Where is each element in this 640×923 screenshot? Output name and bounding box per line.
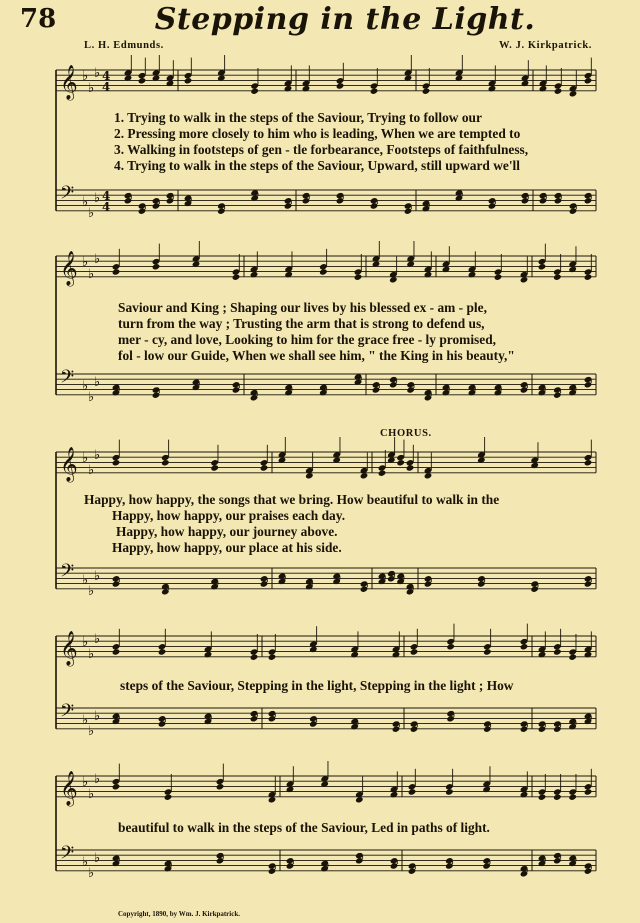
flat-icon: ♭ bbox=[94, 448, 101, 463]
refrain-line-1: steps of the Saviour, Stepping in the light, Stepping in the light ; How bbox=[120, 678, 514, 693]
flat-icon: ♭ bbox=[88, 206, 95, 221]
system-1-bass-staff bbox=[56, 183, 596, 221]
flat-icon: ♭ bbox=[82, 713, 89, 728]
flat-icon: ♭ bbox=[82, 379, 89, 394]
flat-icon: ♭ bbox=[94, 709, 101, 724]
system-2-treble-staff bbox=[56, 251, 596, 287]
verse-3-line-2: mer - cy, and love, Looking to him for the grace free - ly promised, bbox=[118, 332, 496, 347]
treble-clef-icon: 𝄞 bbox=[60, 447, 78, 482]
flat-icon: ♭ bbox=[94, 632, 101, 647]
time-signature-top: 4 bbox=[102, 189, 111, 203]
chorus-line-3: Happy, how happy, our journey above. bbox=[116, 524, 338, 539]
chorus-line-4: Happy, how happy, our place at his side. bbox=[112, 540, 342, 555]
flat-icon: ♭ bbox=[88, 647, 95, 662]
system-4-bass-staff bbox=[56, 701, 596, 739]
flat-icon: ♭ bbox=[88, 866, 95, 881]
page-number: 78 bbox=[20, 4, 57, 34]
verse-1-line-1: 1. Trying to walk in the steps of the Saviour, Trying to follow our bbox=[114, 110, 482, 125]
flat-icon: ♭ bbox=[82, 855, 89, 870]
verse-1-line-2: Saviour and King ; Shaping our lives by his blessed ex - am - ple, bbox=[118, 300, 487, 315]
flat-icon: ♭ bbox=[88, 787, 95, 802]
verse-3-line-1: 3. Walking in footsteps of gen - tle forbearance, Footsteps of faithfulness, bbox=[114, 142, 529, 157]
composer-credit: W. J. Kirkpatrick. bbox=[499, 40, 592, 51]
system-1-treble-staff bbox=[56, 65, 596, 101]
time-signature-bottom: 4 bbox=[102, 200, 111, 214]
verse-2-line-1: 2. Pressing more closely to him who is leading, When we are tempted to bbox=[114, 126, 521, 141]
time-signature-bottom: 4 bbox=[102, 80, 111, 94]
chorus-line-2: Happy, how happy, our praises each day. bbox=[112, 508, 346, 523]
system-5-treble-staff bbox=[56, 771, 596, 807]
flat-icon: ♭ bbox=[94, 851, 101, 866]
treble-clef-icon: 𝄞 bbox=[60, 631, 78, 666]
flat-icon: ♭ bbox=[82, 195, 89, 210]
flat-icon: ♭ bbox=[88, 584, 95, 599]
flat-icon: ♭ bbox=[82, 255, 89, 270]
system-3-treble-staff bbox=[56, 447, 596, 483]
chorus-line-1: Happy, how happy, the songs that we bring. How beautiful to walk in the bbox=[84, 492, 500, 507]
verse-4-line-1: 4. Trying to walk in the steps of the Saviour, Upward, still upward we'll bbox=[114, 158, 520, 173]
treble-clef-icon: 𝄞 bbox=[60, 771, 78, 806]
refrain-line-2: beautiful to walk in the steps of the Saviour, Led in paths of light. bbox=[118, 820, 490, 835]
time-signature-top: 4 bbox=[102, 69, 111, 83]
system-3-bass-staff bbox=[56, 561, 596, 599]
flat-icon: ♭ bbox=[82, 451, 89, 466]
system-4-treble-staff bbox=[56, 631, 596, 667]
flat-icon: ♭ bbox=[82, 635, 89, 650]
flat-icon: ♭ bbox=[82, 573, 89, 588]
chorus-label: CHORUS. bbox=[380, 428, 432, 439]
flat-icon: ♭ bbox=[94, 191, 101, 206]
flat-icon: ♭ bbox=[82, 69, 89, 84]
lyricist-credit: L. H. Edmunds. bbox=[84, 40, 164, 51]
verse-2-line-2: turn from the way ; Trusting the arm that is strong to defend us, bbox=[118, 316, 485, 331]
treble-clef-icon: 𝄞 bbox=[60, 251, 78, 286]
flat-icon: ♭ bbox=[88, 463, 95, 478]
copyright-notice: Copyright, 1890, by Wm. J. Kirkpatrick. bbox=[118, 910, 240, 918]
bass-clef-icon: 𝄢 bbox=[60, 701, 75, 726]
flat-icon: ♭ bbox=[94, 66, 101, 81]
flat-icon: ♭ bbox=[88, 390, 95, 405]
flat-icon: ♭ bbox=[94, 375, 101, 390]
bass-clef-icon: 𝄢 bbox=[60, 843, 75, 868]
flat-icon: ♭ bbox=[94, 569, 101, 584]
hymn-title: Stepping in the Light. bbox=[154, 2, 536, 37]
flat-icon: ♭ bbox=[88, 267, 95, 282]
flat-icon: ♭ bbox=[88, 724, 95, 739]
flat-icon: ♭ bbox=[94, 252, 101, 267]
flat-icon: ♭ bbox=[94, 772, 101, 787]
flat-icon: ♭ bbox=[82, 775, 89, 790]
verse-4-line-2: fol - low our Guide, When we shall see him, " the King in his beauty," bbox=[118, 348, 515, 363]
treble-clef-icon: 𝄞 bbox=[60, 65, 78, 100]
bass-clef-icon: 𝄢 bbox=[60, 561, 75, 586]
bass-clef-icon: 𝄢 bbox=[60, 367, 75, 392]
bass-clef-icon: 𝄢 bbox=[60, 183, 75, 208]
flat-icon: ♭ bbox=[88, 81, 95, 96]
